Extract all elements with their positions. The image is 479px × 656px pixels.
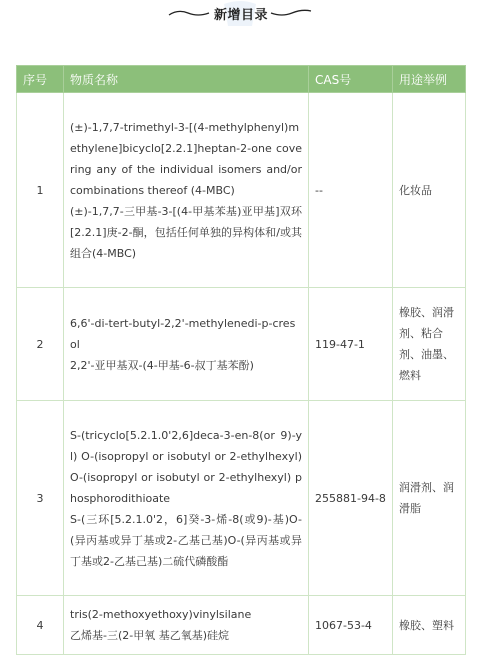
substance-name-cn: S-(三环[5.2.1.0'2，6]癸-3-烯-8(或9)-基)O-(异丙基或异丁基或2-乙基己基)O-(异丙基或异丁基或2-乙基己基)二硫代磷酸酯 [70,512,302,568]
col-header-use: 用途举例 [393,66,466,93]
substance-name-cn: 乙烯基-三(2-甲氧 基乙氧基)硅烷 [70,629,230,642]
row-index: 2 [17,288,64,401]
use-example: 橡胶、润滑剂、粘合剂、油墨、燃料 [393,288,466,401]
decorative-swash-right [270,8,312,18]
col-header-name: 物质名称 [64,66,309,93]
substance-name-en: tris(2-methoxyethoxy)vinylsilane [70,608,252,621]
col-header-cas: CAS号 [309,66,393,93]
row-index: 3 [17,401,64,596]
row-index: 1 [17,93,64,288]
section-header [0,0,479,28]
table-row [17,93,466,288]
section-title: 新增目录 [213,8,268,23]
col-header-index: 序号 [17,66,64,93]
substance-name-cell [64,288,309,401]
table-row [17,401,466,596]
table-row [17,288,466,401]
cas-number: 1067-53-4 [309,596,393,655]
substance-name-cell [64,401,309,596]
substance-name-cell [64,596,309,655]
use-example: 润滑剂、润滑脂 [393,401,466,596]
use-example: 橡胶、塑料 [393,596,466,655]
decorative-swash-left [168,8,210,18]
substance-name-cn: (±)-1,7,7-三甲基-3-[(4-甲基苯基)亚甲基]双环[2.2.1]庚-2-酮，包括任何单独的异构体和/或其组合(4-MBC) [70,204,302,260]
substance-table [16,65,466,655]
table-header-row [17,66,466,93]
substance-name-en: 6,6'-di-tert-butyl-2,2'-methylenedi-p-cresol [70,316,296,351]
substance-name-en: S-(tricyclo[5.2.1.0'2,6]deca-3-en-8(or 9)-yl) O-(isopropyl or isobutyl or 2-ethylhexyl) O-(isopropyl or isobutyl or 2-ethylhexyl) phosphorodithioate [70,428,302,505]
row-index: 4 [17,596,64,655]
substance-name-en: (±)-1,7,7-trimethyl-3-[(4-methylphenyl)methylene]bicyclo[2.2.1]heptan-2-one covering any of the individual isomers and/or combinations thereof (4-MBC) [70,120,302,197]
substance-name-cell [64,93,309,288]
table-row [17,596,466,655]
cas-number: 255881-94-8 [309,401,393,596]
cas-number: -- [309,93,393,288]
use-example: 化妆品 [393,93,466,288]
substance-name-cn: 2,2'-亚甲基双-(4-甲基-6-叔丁基苯酚) [70,358,254,372]
cas-number: 119-47-1 [309,288,393,401]
